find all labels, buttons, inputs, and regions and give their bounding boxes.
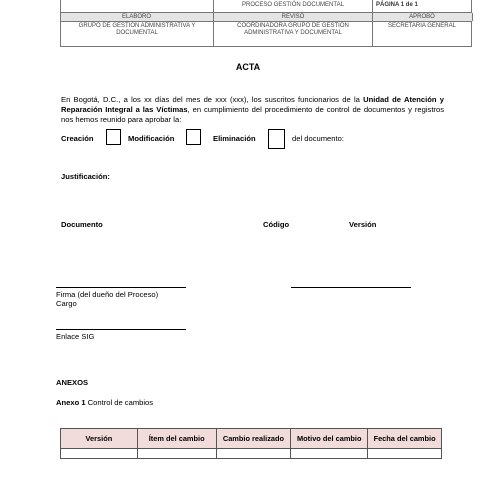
col-header-motivo: Motivo del cambio — [291, 429, 368, 449]
page-number: PÁGINA 1 de 1 — [376, 2, 418, 8]
elaboro-label: ELABORÓ — [121, 14, 151, 20]
creacion-label: Creación — [61, 134, 94, 143]
enlace-label: Enlace SIG — [56, 332, 95, 341]
documento-label: Documento — [61, 220, 103, 229]
col-header-cambio: Cambio realizado — [216, 429, 291, 449]
signature-line-enlace — [56, 329, 186, 330]
process-name: PROCESO GESTIÓN DOCUMENTAL — [242, 2, 344, 8]
aprobo-value: SECRETARIA GENERAL — [388, 23, 456, 29]
creacion-checkbox[interactable] — [106, 129, 121, 145]
signature-line-second — [291, 287, 411, 288]
col-header-item: Ítem del cambio — [137, 429, 216, 449]
table-header-row — [61, 429, 442, 449]
intro-unit: Unidad de Atención y Reparación Integral a las Víctimas — [61, 95, 444, 114]
anexos-heading: ANEXOS — [56, 378, 89, 387]
reviso-value: COORDINADORA GRUPO DE GESTIÓN ADMINISTRATIVA Y DOCUMENTAL — [237, 23, 349, 36]
firma-label: Firma (del dueño del Proceso) — [56, 290, 159, 299]
modificacion-checkbox[interactable] — [186, 129, 201, 145]
signature-line-owner — [56, 287, 186, 288]
table-cell[interactable] — [368, 449, 442, 459]
eliminacion-label: Eliminación — [213, 134, 256, 143]
table-cell[interactable] — [216, 449, 291, 459]
eliminacion-checkbox[interactable] — [268, 129, 285, 149]
aprobo-label: APROBÓ — [409, 14, 435, 20]
change-control-table — [60, 428, 442, 459]
table-cell[interactable] — [137, 449, 216, 459]
intro-paragraph — [61, 95, 444, 125]
elaboro-value: GRUPO DE GESTION ADMINISTRATIVA Y DOCUMENTAL — [78, 23, 196, 36]
col-header-version: Versión — [61, 429, 138, 449]
table-row — [61, 449, 442, 459]
modificacion-label: Modificación — [128, 134, 175, 143]
table-cell[interactable] — [291, 449, 368, 459]
anexo-1-text: Control de cambios — [85, 398, 154, 407]
codigo-label: Código — [263, 220, 290, 229]
anexo-1-line — [56, 398, 153, 407]
col-header-fecha: Fecha del cambio — [368, 429, 442, 449]
justificacion-label: Justificación: — [61, 172, 110, 181]
intro-text-2: , en cumplimiento del procedimiento de control de documentos y registros nos hemos reunido para aprobar la: — [61, 105, 444, 124]
cargo-label: Cargo — [56, 299, 77, 308]
anexo-1-bold: Anexo 1 — [56, 398, 86, 407]
version-label: Versión — [349, 220, 377, 229]
page-title: ACTA — [235, 62, 261, 72]
del-documento-label: del documento: — [292, 134, 344, 143]
reviso-label: REVISÓ — [281, 14, 305, 20]
table-cell[interactable] — [61, 449, 138, 459]
intro-text-1: En Bogotá, D.C., a los xx días del mes de xxx (xxx), los suscritos funcionarios de la — [61, 95, 364, 104]
